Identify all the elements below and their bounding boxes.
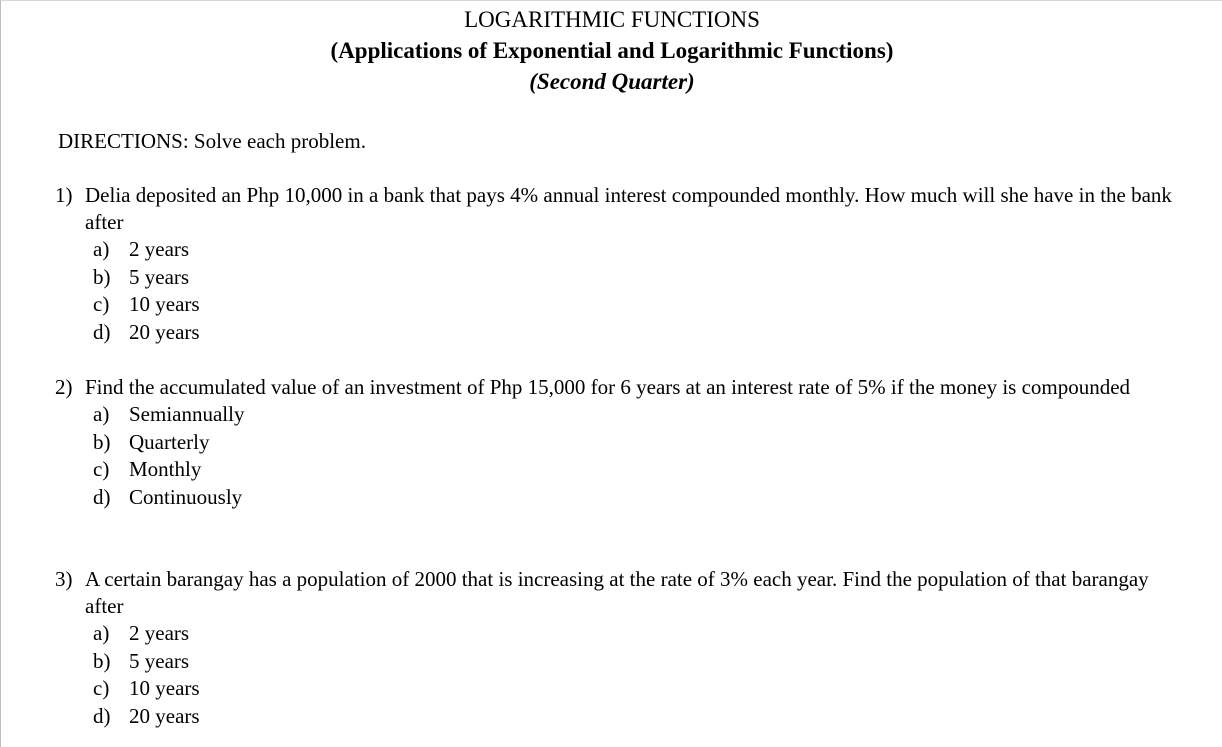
- problem-3: [55, 566, 1175, 730]
- document-title: LOGARITHMIC FUNCTIONS: [464, 7, 760, 32]
- option-letter: c): [93, 292, 110, 316]
- option-text: 10 years: [129, 292, 200, 316]
- option-text: Quarterly: [129, 429, 210, 454]
- option-text: 5 years: [129, 648, 190, 673]
- problem-1-question: [55, 182, 1175, 236]
- option-item: [93, 236, 1175, 264]
- problem-2-text: Find the accumulated value of an investment of Php 15,000 for 6 years at an interest rate of 5% if the money is compounded: [85, 375, 1131, 399]
- option-text: Monthly: [129, 457, 202, 481]
- option-item: [93, 456, 1175, 484]
- problem-3-question: [55, 566, 1175, 620]
- option-letter: a): [93, 621, 110, 645]
- option-letter: a): [93, 237, 110, 261]
- quarter-label: (Second Quarter): [529, 69, 695, 94]
- option-letter: c): [93, 676, 110, 700]
- option-text: 2 years: [129, 237, 190, 261]
- option-item: [93, 319, 1175, 347]
- option-item: [93, 648, 1175, 676]
- problem-1-number: 1): [55, 183, 73, 207]
- option-letter: d): [93, 484, 111, 509]
- option-letter: b): [93, 429, 111, 454]
- option-item: [93, 703, 1175, 731]
- option-item: [93, 429, 1175, 457]
- option-letter: c): [93, 457, 110, 481]
- option-text: 5 years: [129, 264, 190, 289]
- option-letter: b): [93, 264, 111, 289]
- option-text: 20 years: [129, 703, 200, 728]
- problem-2: [55, 374, 1175, 511]
- problem-1: [55, 182, 1175, 346]
- problem-2-question: [55, 374, 1175, 401]
- problem-2-options: [55, 401, 1175, 511]
- option-letter: a): [93, 402, 110, 426]
- option-item: [93, 264, 1175, 292]
- option-text: Semiannually: [129, 402, 245, 426]
- problem-1-text: Delia deposited an Php 10,000 in a bank that pays 4% annual interest compounded monthly. How much will she have in the bank after: [85, 183, 1172, 234]
- problem-3-text: A certain barangay has a population of 2000 that is increasing at the rate of 3% each year. Find the population of that barangay after: [85, 567, 1149, 618]
- option-letter: d): [93, 319, 111, 344]
- option-item: [93, 291, 1175, 319]
- document-subtitle: (Applications of Exponential and Logarithmic Functions): [330, 38, 894, 63]
- problem-3-options: [55, 620, 1175, 730]
- problem-3-number: 3): [55, 567, 73, 591]
- option-letter: b): [93, 648, 111, 673]
- option-text: 20 years: [129, 319, 200, 344]
- option-text: Continuously: [129, 484, 243, 509]
- option-item: [93, 675, 1175, 703]
- directions-text: DIRECTIONS: Solve each problem.: [58, 129, 366, 153]
- option-letter: d): [93, 703, 111, 728]
- problem-2-number: 2): [55, 375, 73, 399]
- problem-1-options: [55, 236, 1175, 346]
- option-text: 10 years: [129, 676, 200, 700]
- option-item: [93, 484, 1175, 512]
- option-item: [93, 620, 1175, 648]
- option-text: 2 years: [129, 621, 190, 645]
- option-item: [93, 401, 1175, 429]
